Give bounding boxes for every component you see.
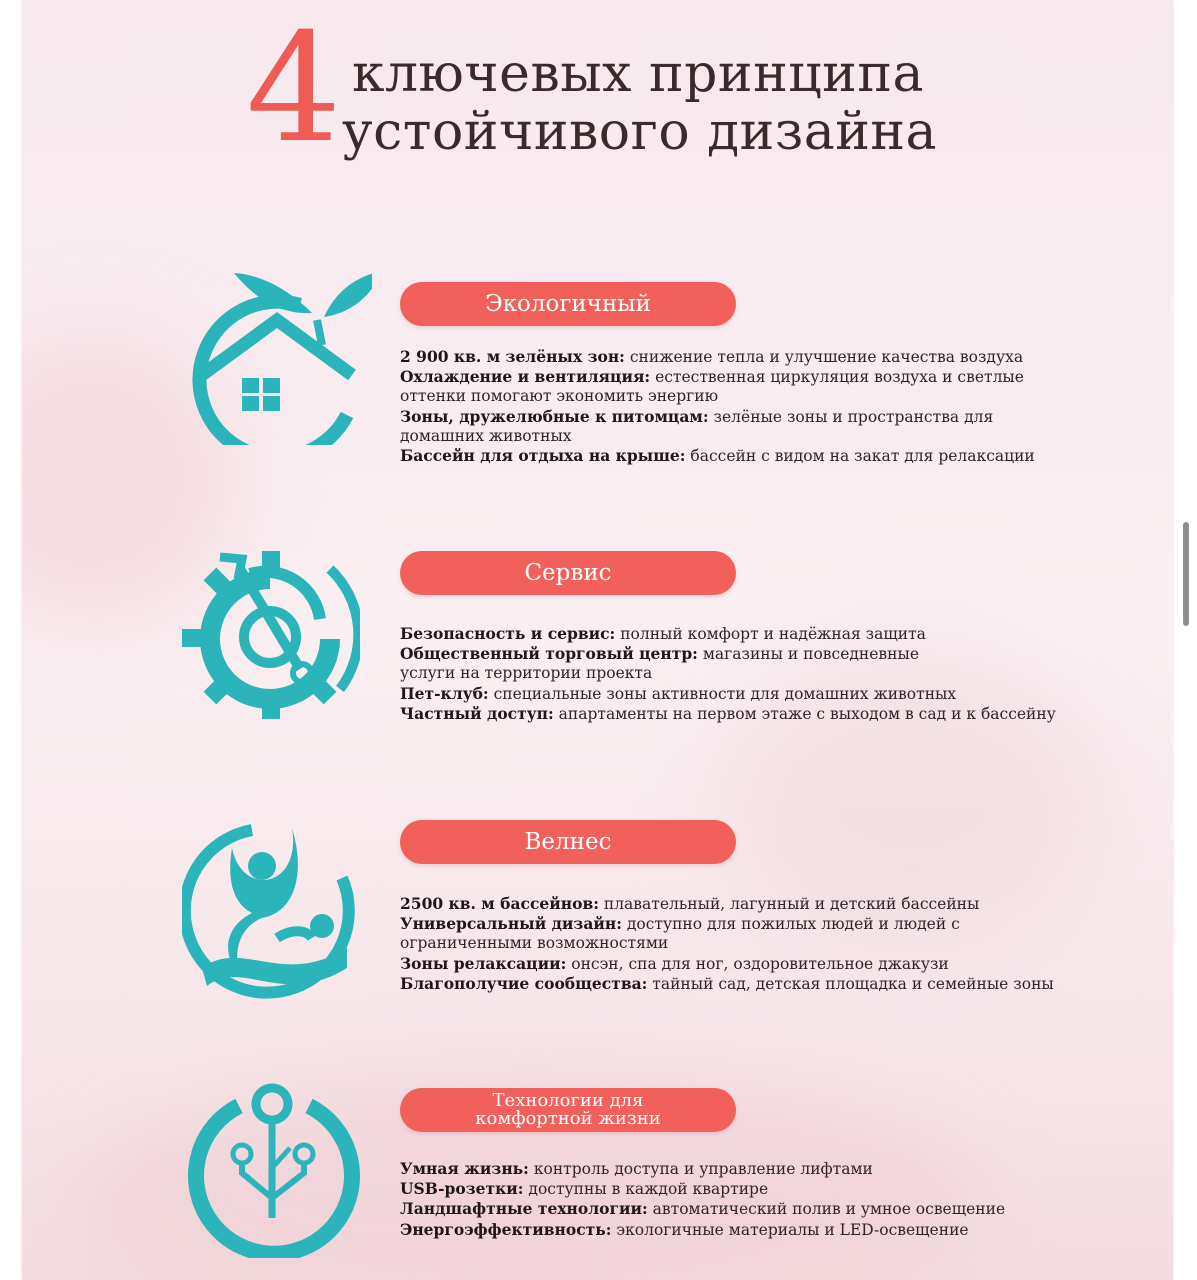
list-item: Умная жизнь: контроль доступа и управление лифтами	[400, 1159, 873, 1178]
section-label-wellness: Велнес	[400, 820, 736, 864]
section-tech-list	[400, 1159, 1120, 1240]
list-item: Зоны, дружелюбные к питомцам: зелёные зоны и пространства для	[400, 406, 994, 426]
list-item: Универсальный дизайн: доступно для пожилых людей и людей с	[400, 914, 960, 934]
section-wellness-list	[400, 894, 1120, 994]
document-page	[22, 0, 1173, 1280]
section-label-eco: Экологичный	[400, 282, 736, 326]
list-item: Безопасность и сервис: полный комфорт и надёжная защита	[400, 624, 926, 643]
section-eco-list	[400, 347, 1120, 466]
gear-wrench-service-icon	[180, 549, 360, 721]
list-item-continuation: домашних животных	[400, 426, 572, 445]
section-service-list	[400, 624, 1120, 724]
list-item: 2500 кв. м бассейнов: плавательный, лагунный и детский бассейны	[400, 894, 980, 913]
section-label-service: Сервис	[400, 551, 736, 595]
list-item: Зоны релаксации: онсэн, спа для ног, оздоровительное джакузи	[400, 953, 949, 973]
smart-tech-circuit-icon	[184, 1078, 360, 1258]
title-line-2: устойчивого дизайна	[342, 102, 938, 162]
list-item: Бассейн для отдыха на крыше: бассейн с видом на закат для релаксации	[400, 446, 1035, 466]
eco-house-leaf-icon	[182, 265, 372, 445]
title-number: 4	[246, 2, 342, 176]
list-item: 2 900 кв. м зелёных зон: снижение тепла и улучшение качества воздуха	[400, 347, 1024, 366]
list-item: USB-розетки: доступны в каждой квартире	[400, 1179, 769, 1199]
list-item: Благополучие сообщества: тайный сад, детская площадка и семейные зоны	[400, 973, 1054, 993]
section-label-tech: Технологии для комфортной жизни	[400, 1088, 736, 1132]
title-line-1: ключевых принципа	[352, 44, 924, 104]
list-item: Общественный торговый центр: магазины и повседневные	[400, 644, 919, 664]
wellness-person-wave-icon	[182, 818, 362, 1008]
scrollbar-thumb[interactable]	[1183, 522, 1189, 626]
list-item: Охлаждение и вентиляция: естественная циркуляция воздуха и светлые	[400, 367, 1024, 387]
list-item-continuation: услуги на территории проекта	[400, 664, 653, 683]
list-item: Ландшафтные технологии: автоматический полив и умное освещение	[400, 1199, 1006, 1219]
list-item: Частный доступ: апартаменты на первом этаже с выходом в сад и к бассейну	[400, 703, 1056, 723]
list-item: Энергоэффективность: экологичные материалы и LED-освещение	[400, 1219, 969, 1239]
list-item-continuation: ограниченными возможностями	[400, 934, 669, 953]
list-item-continuation: оттенки помогают экономить энергию	[400, 387, 719, 406]
list-item: Пет-клуб: специальные зоны активности для домашних животных	[400, 683, 957, 703]
